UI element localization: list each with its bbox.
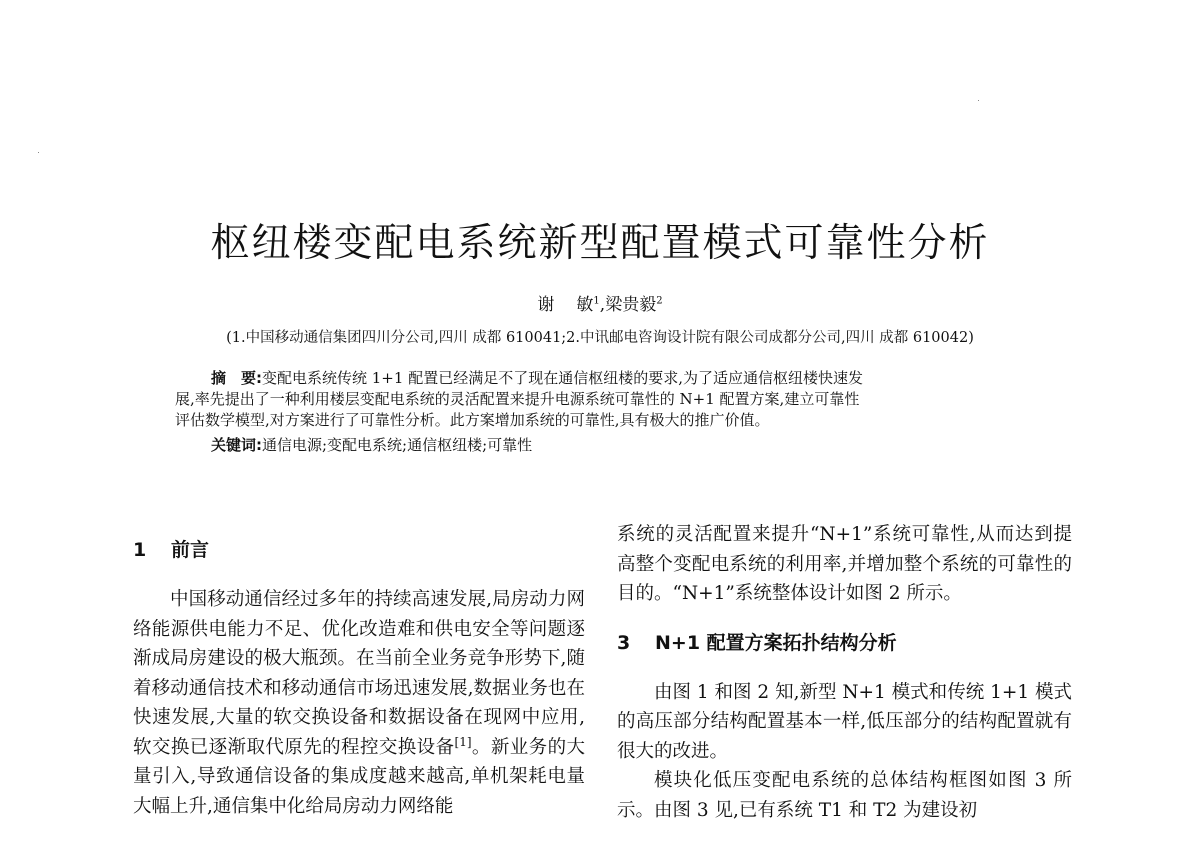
author-1-surname: 谢 <box>537 295 555 315</box>
left-column <box>133 520 585 821</box>
section-1-number: 1 <box>133 539 147 561</box>
abstract-block <box>175 368 1025 456</box>
author-1-affil-mark: 1 <box>593 295 600 307</box>
scan-speck <box>38 152 39 153</box>
section-3-title: N+1 配置方案拓扑结构分析 <box>655 631 897 654</box>
paper-title: 枢纽楼变配电系统新型配置模式可靠性分析 <box>210 221 990 266</box>
keywords-text: 通信电源;变配电系统;通信枢纽楼;可靠性 <box>262 436 533 454</box>
section-1-heading <box>133 536 585 565</box>
section-1-paragraph <box>133 585 585 821</box>
section-3-heading <box>617 629 1072 658</box>
para-1-text-a: 中国移动通信经过多年的持续高速发展,局房动力网络能源供电能力不足、优化改造难和供电安全等问题逐渐成局房建设的极大瓶颈。在当前全业务竞争形势下,随着移动通信技术和移动通信市场迅速发展,数据业务也在快速发展,大量的软交换设备和数据设备在现网中应用,软交换已逐渐取代原先的程控交换设备 <box>133 589 585 758</box>
section-3-number: 3 <box>617 631 631 654</box>
author-2-name: 梁贵毅 <box>605 295 657 315</box>
affiliations: (1.中国移动通信集团四川分公司,四川 成都 610041;2.中讯邮电咨询设计院有限公司成都分公司,四川 成都 610042) <box>226 330 974 346</box>
citation-1: [1] <box>454 734 472 749</box>
keywords-label: 关键词: <box>211 436 262 454</box>
scan-speck <box>978 100 979 101</box>
abstract-label: 摘 要: <box>211 369 262 387</box>
author-1-given-name: 敏 <box>576 295 594 315</box>
section-1-title: 前言 <box>171 539 210 561</box>
author-separator: , <box>599 295 606 315</box>
section-3-paragraph-2: 模块化低压变配电系统的总体结构框图如图 3 所示。由图 3 见,已有系统 T1 和 T2 为建设初 <box>617 770 1072 821</box>
para-1-text-b: 。新业务的大量引入,导致通信设备的集成度越来越高,单机架耗电量大幅上升,通信集中化给局房动力网络能 <box>133 736 585 817</box>
abstract-text-1: 变配电系统传统 1+1 配置已经满足不了现在通信枢纽楼的要求,为了适应通信枢纽楼快速发 <box>262 369 863 387</box>
author-line <box>0 293 1200 317</box>
continued-paragraph: 系统的灵活配置来提升“N+1”系统可靠性,从而达到提高整个变配电系统的利用率,并增加整个系统的可靠性的目的。“N+1”系统整体设计如图 2 所示。 <box>617 524 1072 604</box>
author-2-affil-mark: 2 <box>656 295 663 307</box>
abstract-line-1 <box>175 368 1025 389</box>
abstract-line-3: 评估数学模型,对方案进行了可靠性分析。此方案增加系统的可靠性,具有极大的推广价值。 <box>175 411 770 429</box>
keywords-line <box>175 435 1025 456</box>
abstract-line-2: 展,率先提出了一种利用楼层变配电系统的灵活配置来提升电源系统可靠性的 N+1 配置方案,建立可靠性 <box>175 390 860 408</box>
section-3-paragraph-1: 由图 1 和图 2 知,新型 N+1 模式和传统 1+1 模式的高压部分结构配置基本一样,低压部分的结构配置就有很大的改进。 <box>617 681 1072 762</box>
right-column <box>617 520 1072 825</box>
